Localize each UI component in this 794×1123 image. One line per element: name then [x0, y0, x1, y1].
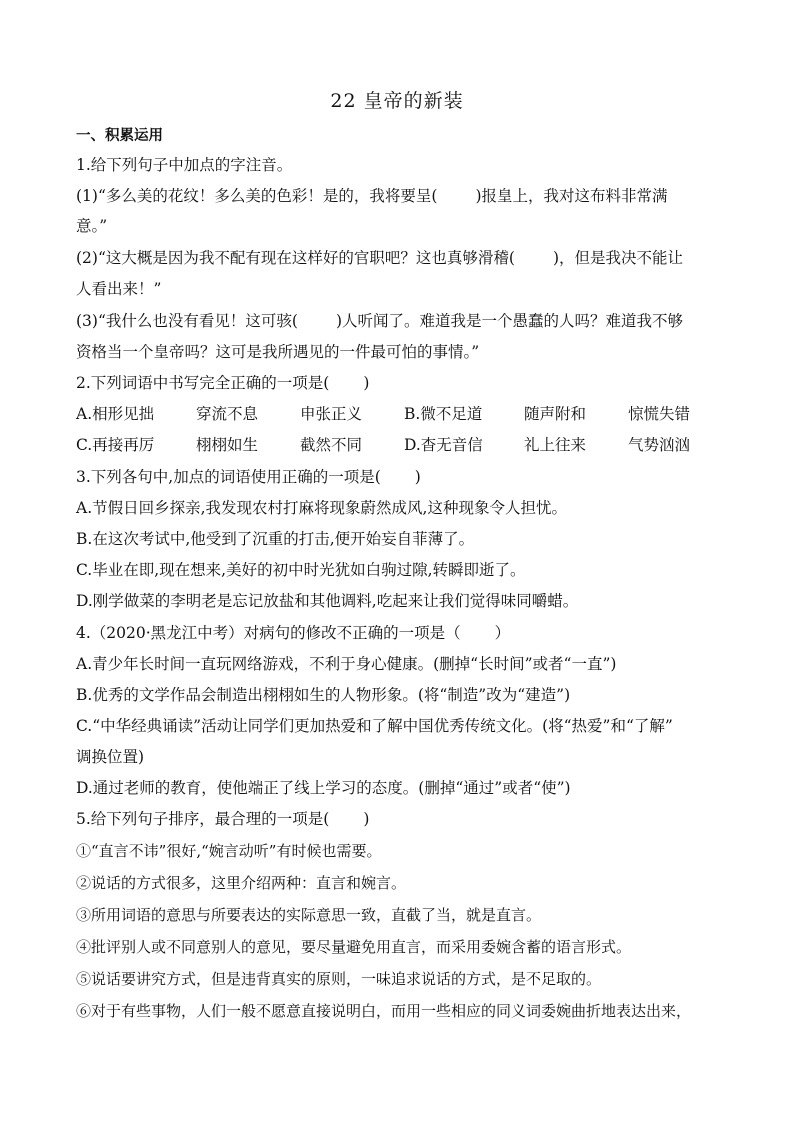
q2-option: 申张正义 — [300, 405, 363, 423]
q5-sentence-1: ①“直言不讳”很好,“婉言动听”有时候也需要。 — [76, 842, 382, 860]
q5-sentence-2: ②说话的方式很多，这里介绍两种：直言和婉言。 — [76, 874, 407, 892]
q2-option: 截然不同 — [300, 436, 363, 454]
q2-option: A.相形见拙 — [76, 405, 155, 423]
q2-stem: 2.下列词语中书写完全正确的一项是( ) — [76, 374, 370, 392]
q2-option: 栩栩如生 — [196, 436, 259, 454]
q4-option-b: B.优秀的文学作品会制造出栩栩如生的人物形象。(将“制造”改为“建造”) — [76, 686, 571, 704]
q1-sentence-3: (3)“我什么也没有看见！这可骇( )人听闻了。难道我是一个愚蠢的人吗？难道我不够 — [76, 312, 683, 330]
q5-sentence-5: ⑤说话要讲究方式，但是违背真实的原则，一味追求说话的方式，是不足取的。 — [76, 970, 602, 988]
q4-option-a: A.青少年长时间一直玩网络游戏，不利于身心健康。(删掉“长时间”或者“一直”) — [76, 655, 617, 673]
q2-option: 穿流不息 — [196, 405, 259, 423]
q2-option: 气势汹汹 — [628, 436, 691, 454]
q4-stem: 4.（2020·黑龙江中考）对病句的修改不正确的一项是（ ） — [76, 624, 511, 642]
q2-option: 惊慌失错 — [628, 405, 691, 423]
q4-option-c: C.“中华经典诵读”活动让同学们更加热爱和了解中国优秀传统文化。(将“热爱”和“了解” — [76, 717, 673, 735]
q3-option-a: A.节假日回乡探亲,我发现农村打麻将现象蔚然成风,这种现象令人担忧。 — [76, 499, 567, 517]
q1-sentence-3-cont: 资格当一个皇帝吗？这可是我所遇见的一件最可怕的事情。” — [76, 343, 480, 361]
page-title: 22 皇帝的新装 — [330, 90, 464, 112]
q3-stem: 3.下列各句中,加点的词语使用正确的一项是( ) — [76, 468, 421, 486]
q1-sentence-1-cont: 意。” — [76, 217, 108, 235]
q2-option: C.再接再厉 — [76, 436, 155, 454]
q2-option: B.微不足道 — [404, 405, 483, 423]
q3-option-b: B.在这次考试中,他受到了沉重的打击,便开始妄自菲薄了。 — [76, 530, 475, 548]
q2-option: 礼上往来 — [524, 436, 587, 454]
q1-sentence-2: (2)“这大概是因为我不配有现在这样好的官职吧？这也真够滑稽( )，但是我决不能让 — [76, 249, 683, 267]
q4-option-d: D.通过老师的教育，使他端正了线上学习的态度。(删掉“通过”或者“使”) — [76, 779, 571, 797]
q3-option-d: D.刚学做菜的李明老是忘记放盐和其他调料,吃起来让我们觉得味同嚼蜡。 — [76, 592, 579, 610]
q3-option-c: C.毕业在即,现在想来,美好的初中时光犹如白驹过隙,转瞬即逝了。 — [76, 561, 526, 579]
section-heading: 一、积累运用 — [76, 128, 163, 144]
q1-sentence-2-cont: 人看出来！” — [76, 280, 162, 298]
q1-sentence-1: (1)“多么美的花纹！多么美的色彩！是的，我将要呈( )报皇上，我对这布料非常满 — [76, 187, 668, 205]
q5-sentence-3: ③所用词语的意思与所要表达的实际意思一致，直截了当，就是直言。 — [76, 906, 542, 924]
q5-sentence-4: ④批评别人或不同意别人的意见，要尽量避免用直言，而采用委婉含蓄的语言形式。 — [76, 938, 632, 956]
q2-option: D.杳无音信 — [404, 436, 483, 454]
q1-stem: 1.给下列句子中加点的字注音。 — [76, 156, 293, 174]
q2-option: 随声附和 — [524, 405, 587, 423]
q5-stem: 5.给下列句子排序，最合理的一项是( ) — [76, 810, 370, 828]
q5-sentence-6: ⑥对于有些事物，人们一般不愿意直接说明白，而用一些相应的同义词委婉曲折地表达出来， — [76, 1002, 692, 1020]
q4-option-c-cont: 调换位置) — [76, 748, 145, 766]
